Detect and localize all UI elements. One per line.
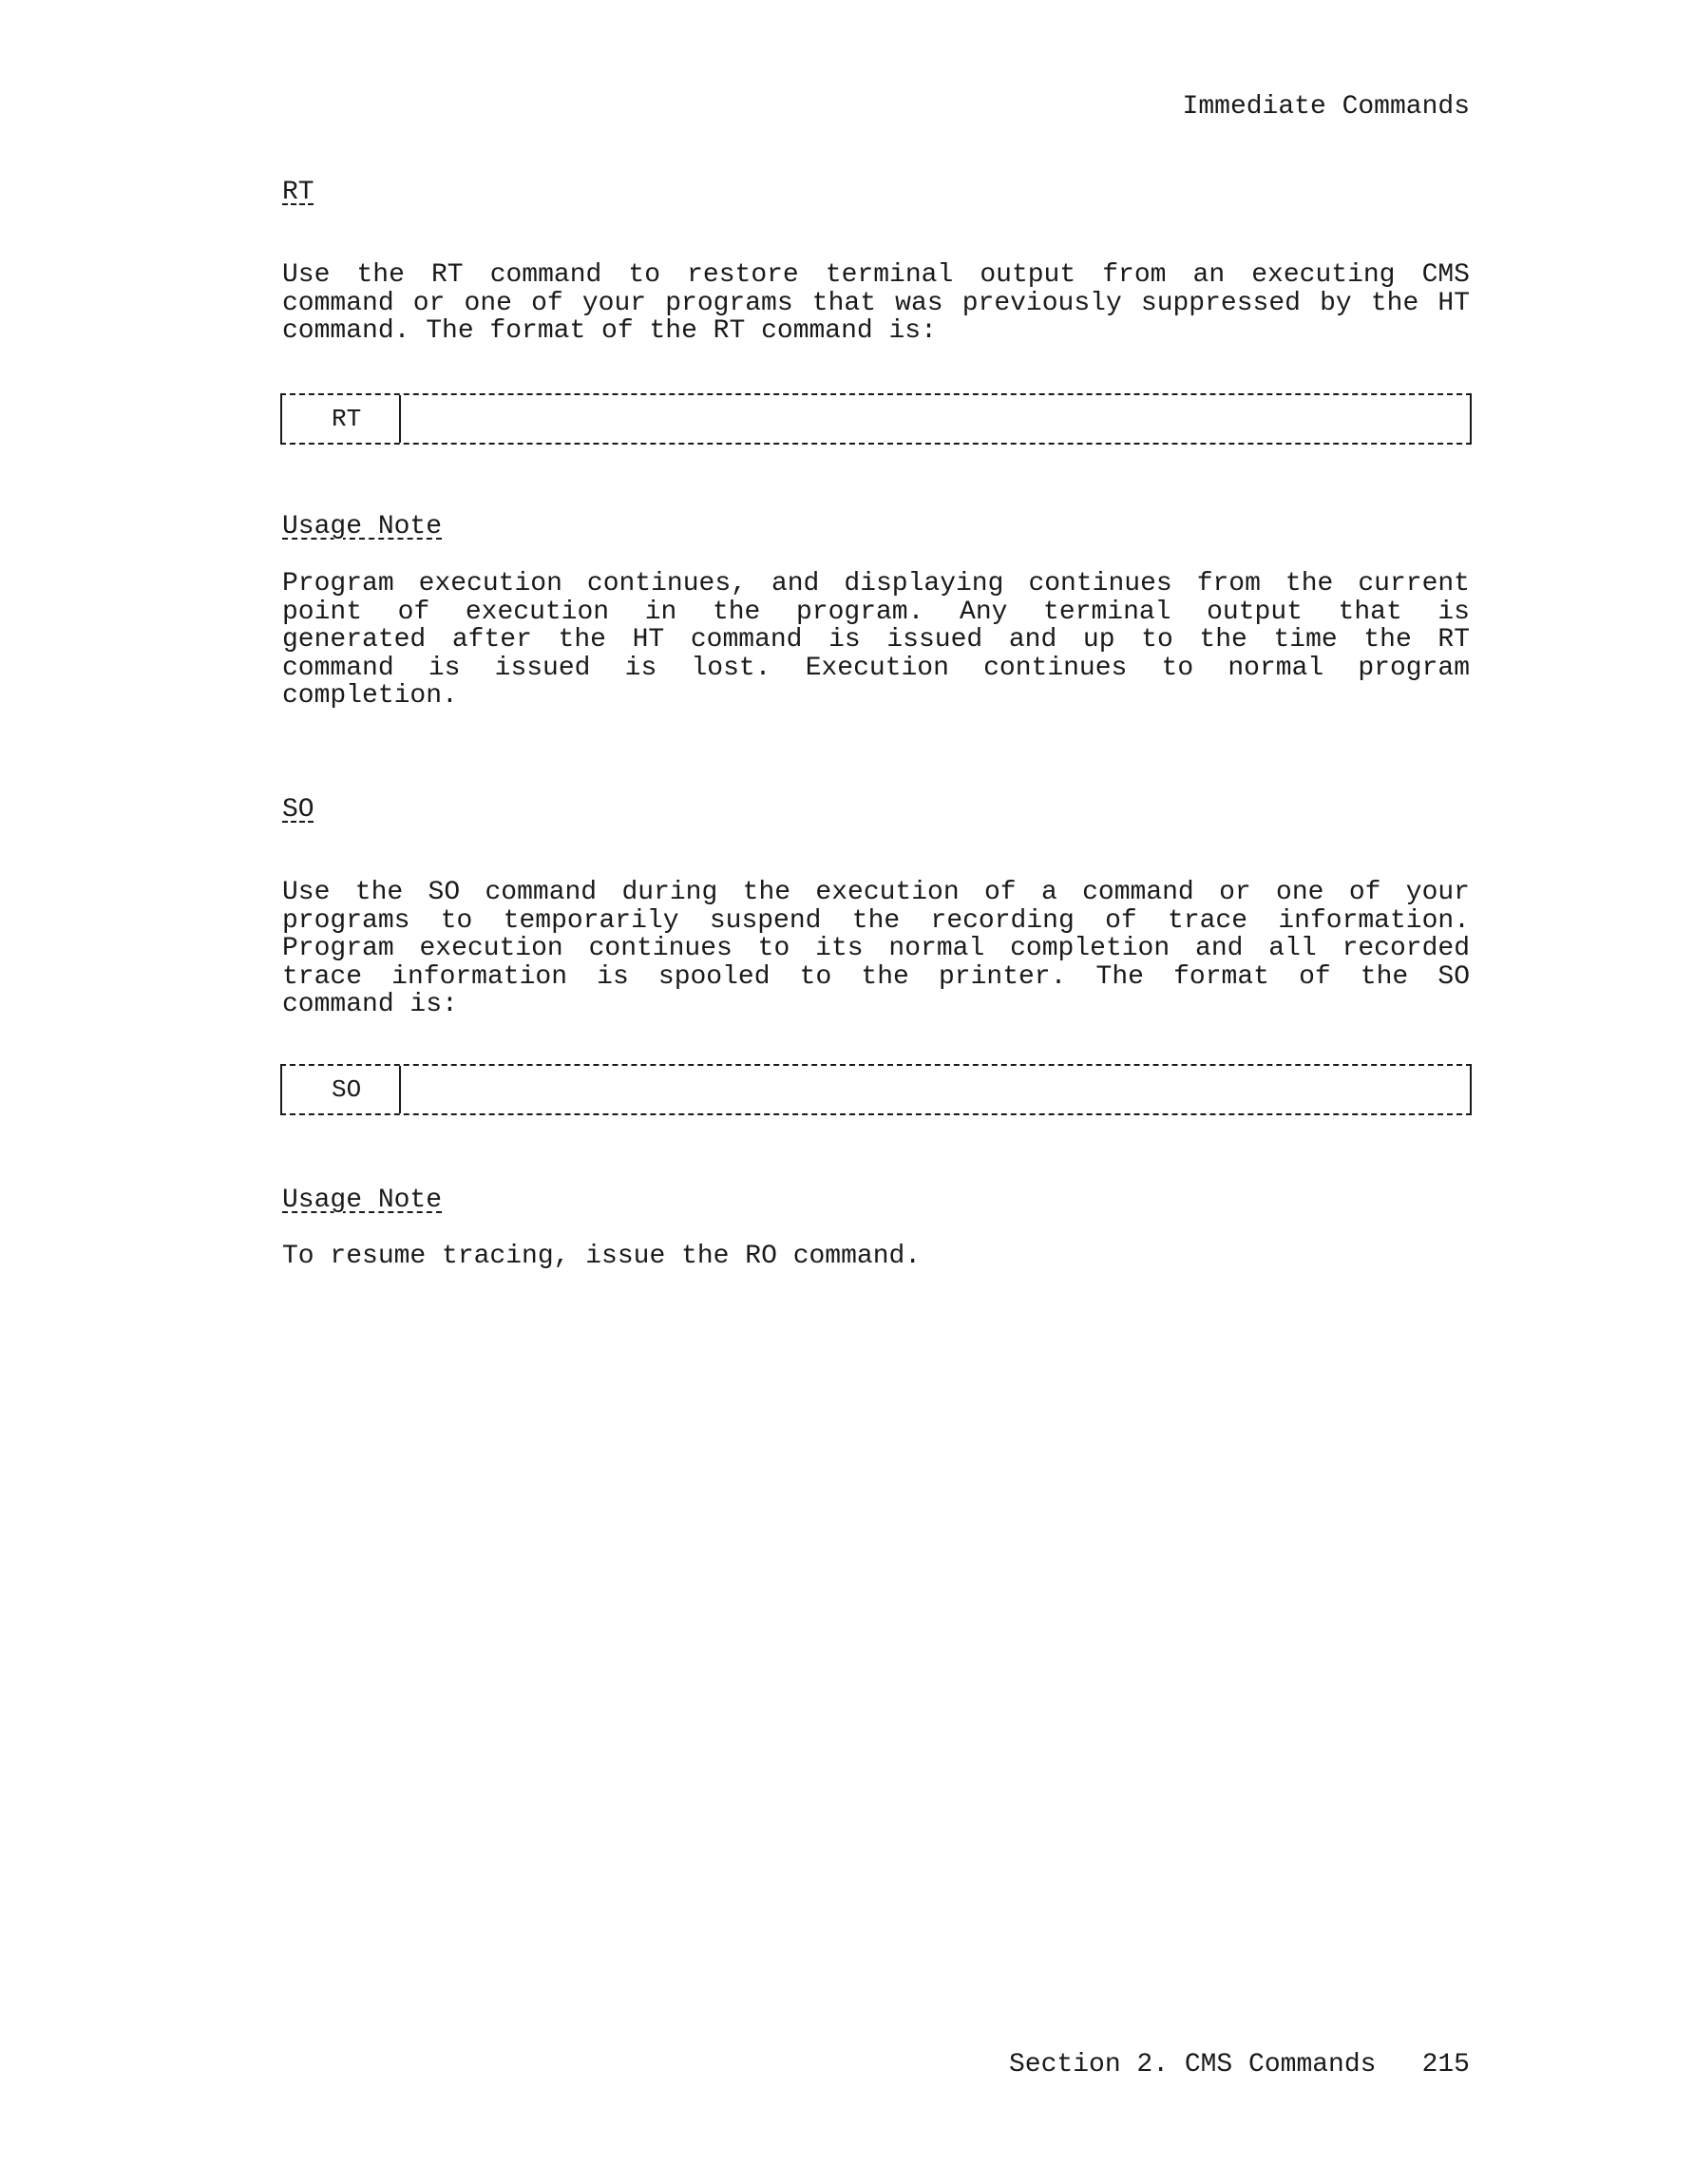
- page-number: 215: [1421, 2050, 1470, 2080]
- rt-intro-line: command or one of your programs that was previously suppressed by the HT: [282, 288, 1470, 318]
- rt-heading: RT: [282, 178, 314, 207]
- rt-intro: [282, 261, 1470, 346]
- rt-intro-line: command. The format of the RT command is:: [282, 316, 937, 346]
- footer-section-label: Section 2. CMS Commands: [1009, 2050, 1377, 2080]
- rt-usage-note-heading: Usage Note: [282, 512, 443, 541]
- running-title: Immediate Commands: [1182, 92, 1470, 122]
- so-format-box: [280, 1064, 1472, 1115]
- so-format-command: SO: [282, 1066, 401, 1113]
- so-intro-line: programs to temporarily suspend the recording of trace information.: [282, 905, 1470, 936]
- rt-usage-line: point of execution in the program. Any terminal output that is: [282, 597, 1470, 627]
- so-heading: SO: [282, 795, 314, 825]
- so-intro-line: Use the SO command during the execution of a command or one of your: [282, 878, 1470, 907]
- rt-usage-line: Program execution continues, and displaying continues from the current: [282, 569, 1470, 598]
- rt-format-box: [280, 393, 1472, 445]
- so-intro-line: Program execution continues to its normal completion and all recorded: [282, 934, 1470, 963]
- so-usage-note-heading: Usage Note: [282, 1186, 443, 1215]
- rt-usage-line: generated after the HT command is issued and up to the time the RT: [282, 625, 1470, 655]
- rt-usage-note-text: [282, 570, 1470, 711]
- so-usage-note-text: To resume tracing, issue the RO command.: [282, 1242, 922, 1271]
- rt-format-command: RT: [282, 395, 401, 443]
- so-intro: [282, 879, 1470, 1019]
- so-intro-line: command is:: [282, 990, 458, 1019]
- so-intro-line: trace information is spooled to the printer. The format of the SO: [282, 961, 1470, 992]
- rt-usage-line: completion.: [282, 681, 458, 711]
- rt-usage-line: command is issued is lost. Execution continues to normal program: [282, 653, 1470, 683]
- rt-intro-line: Use the RT command to restore terminal output from an executing CMS: [282, 260, 1470, 290]
